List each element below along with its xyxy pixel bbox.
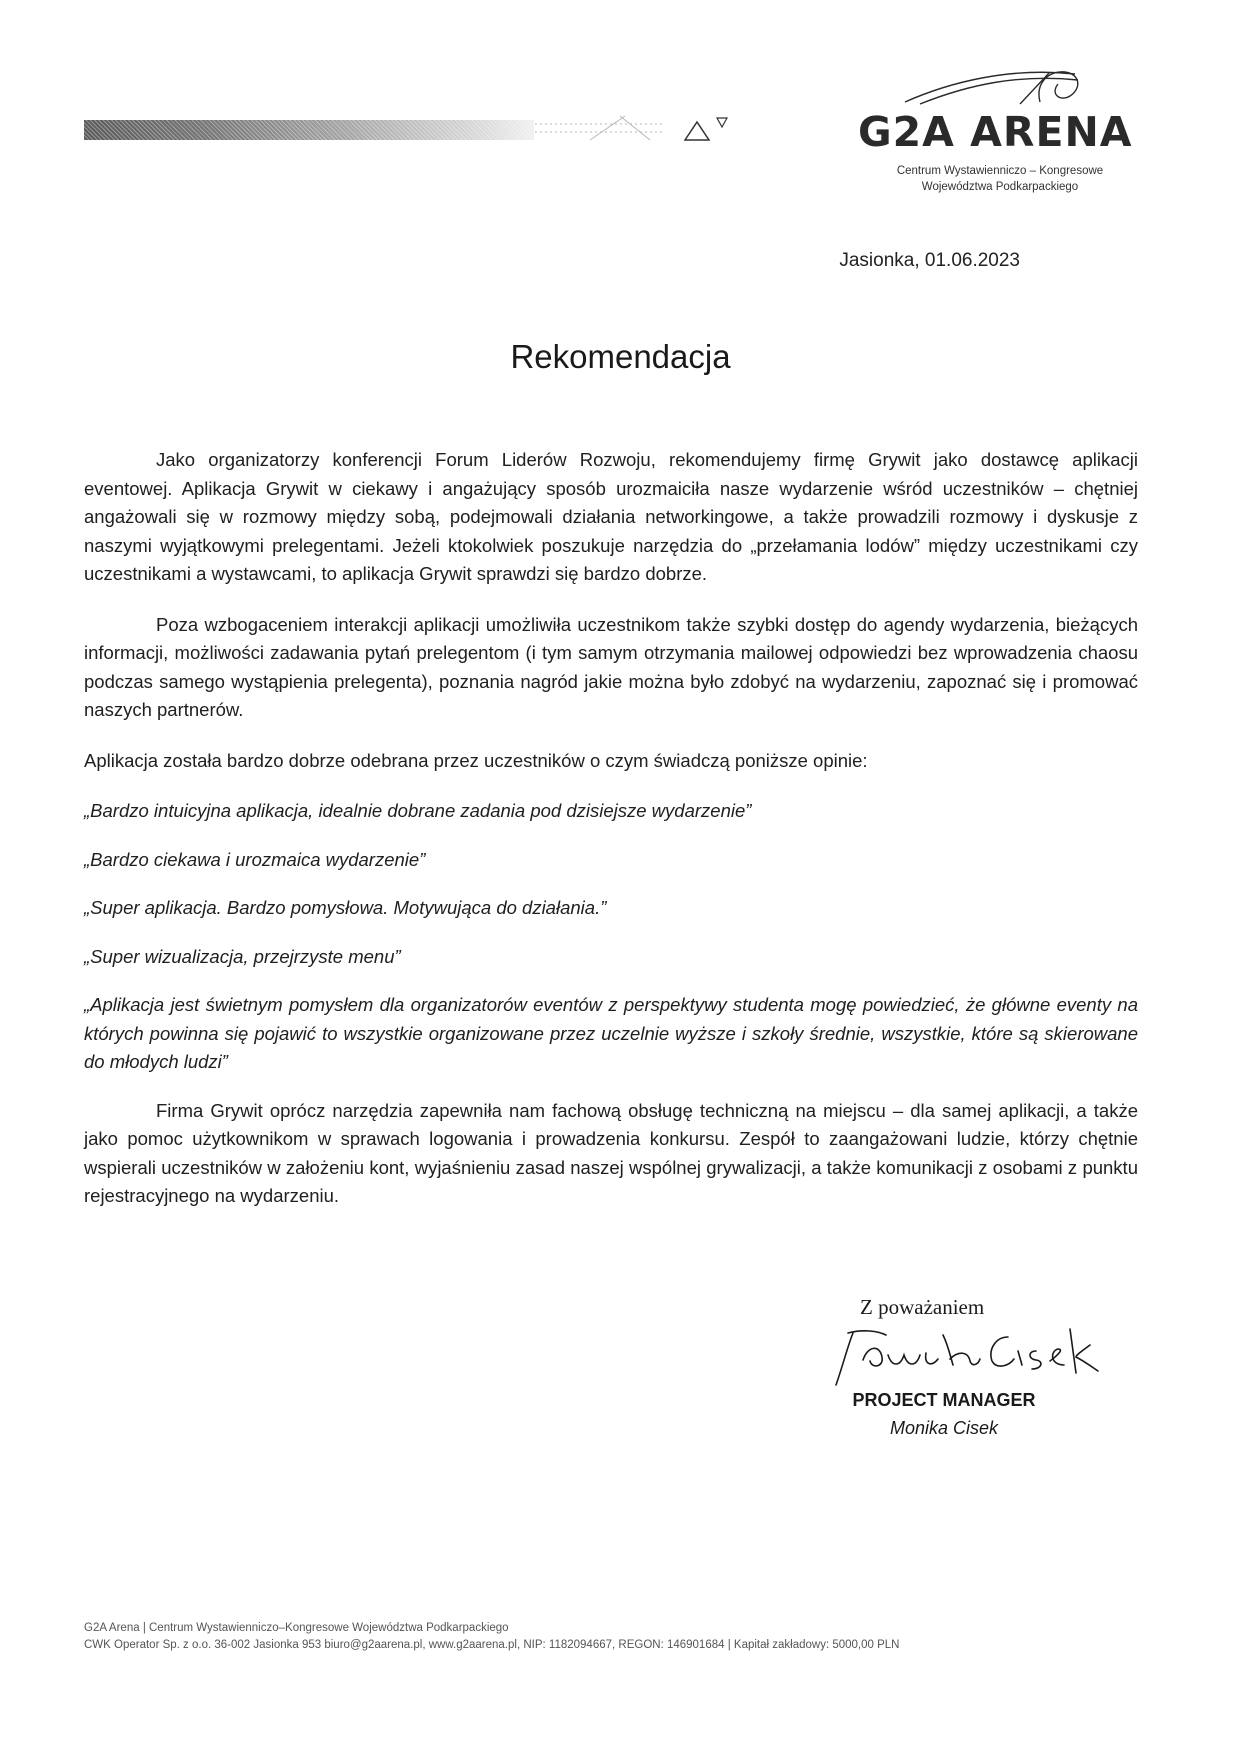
header-decoration: [535, 110, 795, 150]
logo-subtitle: [870, 163, 1130, 195]
logo-subtitle-line: Województwa Podkarpackiego: [921, 181, 1079, 193]
letter-title: Rekomendacja: [510, 338, 731, 375]
closing-paragraph: Firma Grywit oprócz narzędzia zapewniła nam fachową obsługę techniczną na miejscu – dla samej aplikacji, a także jako pomoc użytkownikom w sprawach logowania i prowadzenia konkursu. Zespół to zaangażowani ludzie, którzy chętnie wspierali uczestników w założeniu kont, wyjaśnieniu zasad naszej wspólnej grywalizacji, a także komunikacji z osobami z punktu rejestracyjnego na wydarzeniu.: [84, 1099, 1138, 1206]
handwritten-signature: [808, 1315, 1108, 1395]
page-footer: [84, 1620, 1184, 1654]
body-paragraph: Jako organizatorzy konferencji Forum Liderów Rozwoju, rekomendujemy firmę Grywit jako dostawcę aplikacji eventowej. Aplikacja Grywit w ciekawy i angażujący sposób urozmaiciła nasze wydarzenie wśród uczestników – chętniej angażowali się w rozmowy między sobą, podejmowali działania networkingowe, a także prowadzili rozmowy i dyskusje z naszymi wyjątkowymi prelegentami. Jeżeli ktokolwiek poszukuje narzędzia do „przełamania lodów” między uczestnikami czy uczestnikami a wystawcami, to aplikacja Grywit sprawdzi się bardzo dobrze.: [84, 449, 1138, 584]
letter-body: [84, 446, 1138, 1233]
testimonial-quote: „Bardzo intuicyjna aplikacja, idealnie dobrane zadania pod dzisiejsze wydarzenie”: [84, 800, 752, 821]
letter-date: Jasionka, 01.06.2023: [839, 250, 1020, 271]
footer-line: G2A Arena | Centrum Wystawienniczo–Kongresowe Województwa Podkarpackiego: [84, 1622, 509, 1634]
signatory-name: Monika Cisek: [889, 1418, 999, 1438]
body-paragraph: Aplikacja została bardzo dobrze odebrana przez uczestników o czym świadczą poniższe opinie:: [84, 749, 868, 771]
logo-text: G2A ARENA: [858, 108, 1133, 156]
regards-text: Z poważaniem: [860, 1295, 985, 1319]
signatory-role: PROJECT MANAGER: [852, 1390, 1036, 1410]
testimonial-quote: „Aplikacja jest świetnym pomysłem dla organizatorów eventów z perspektywy studenta mogę powiedzieć, że główne eventy na których powinna się pojawić to wszystkie organizowane przez uczelnie wyższe i szkoły średnie, wszystkie, które są skierowane do młodych ludzi”: [84, 994, 1138, 1072]
logo-swoosh-icon: [900, 62, 1090, 112]
header-gradient-bar: [84, 120, 534, 140]
logo-subtitle-line: Centrum Wystawienniczo – Kongresowe: [896, 165, 1104, 177]
testimonial-quote: „Super aplikacja. Bardzo pomysłowa. Motywująca do działania.”: [84, 897, 607, 918]
body-paragraph: Poza wzbogaceniem interakcji aplikacji umożliwiła uczestnikom także szybki dostęp do agendy wydarzenia, bieżących informacji, możliwości zadawania pytań prelegentom (i tym samym otrzymania mailowej odpowiedzi bez wprowadzenia chaosu podczas samego wystąpienia prelegenta), poznania nagród jakie można było zdobyć na wydarzeniu, zapoznać się i promować naszych partnerów.: [84, 613, 1138, 720]
footer-line: CWK Operator Sp. z o.o. 36-002 Jasionka 953 biuro@g2aarena.pl, www.g2aarena.pl, NIP: 1182094667, REGON: 146901684 | Kapitał zakładowy: 5000,00 PLN: [84, 1639, 900, 1651]
testimonial-quote: „Super wizualizacja, przejrzyste menu”: [84, 945, 401, 967]
testimonial-quote: „Bardzo ciekawa i urozmaica wydarzenie”: [84, 848, 426, 870]
